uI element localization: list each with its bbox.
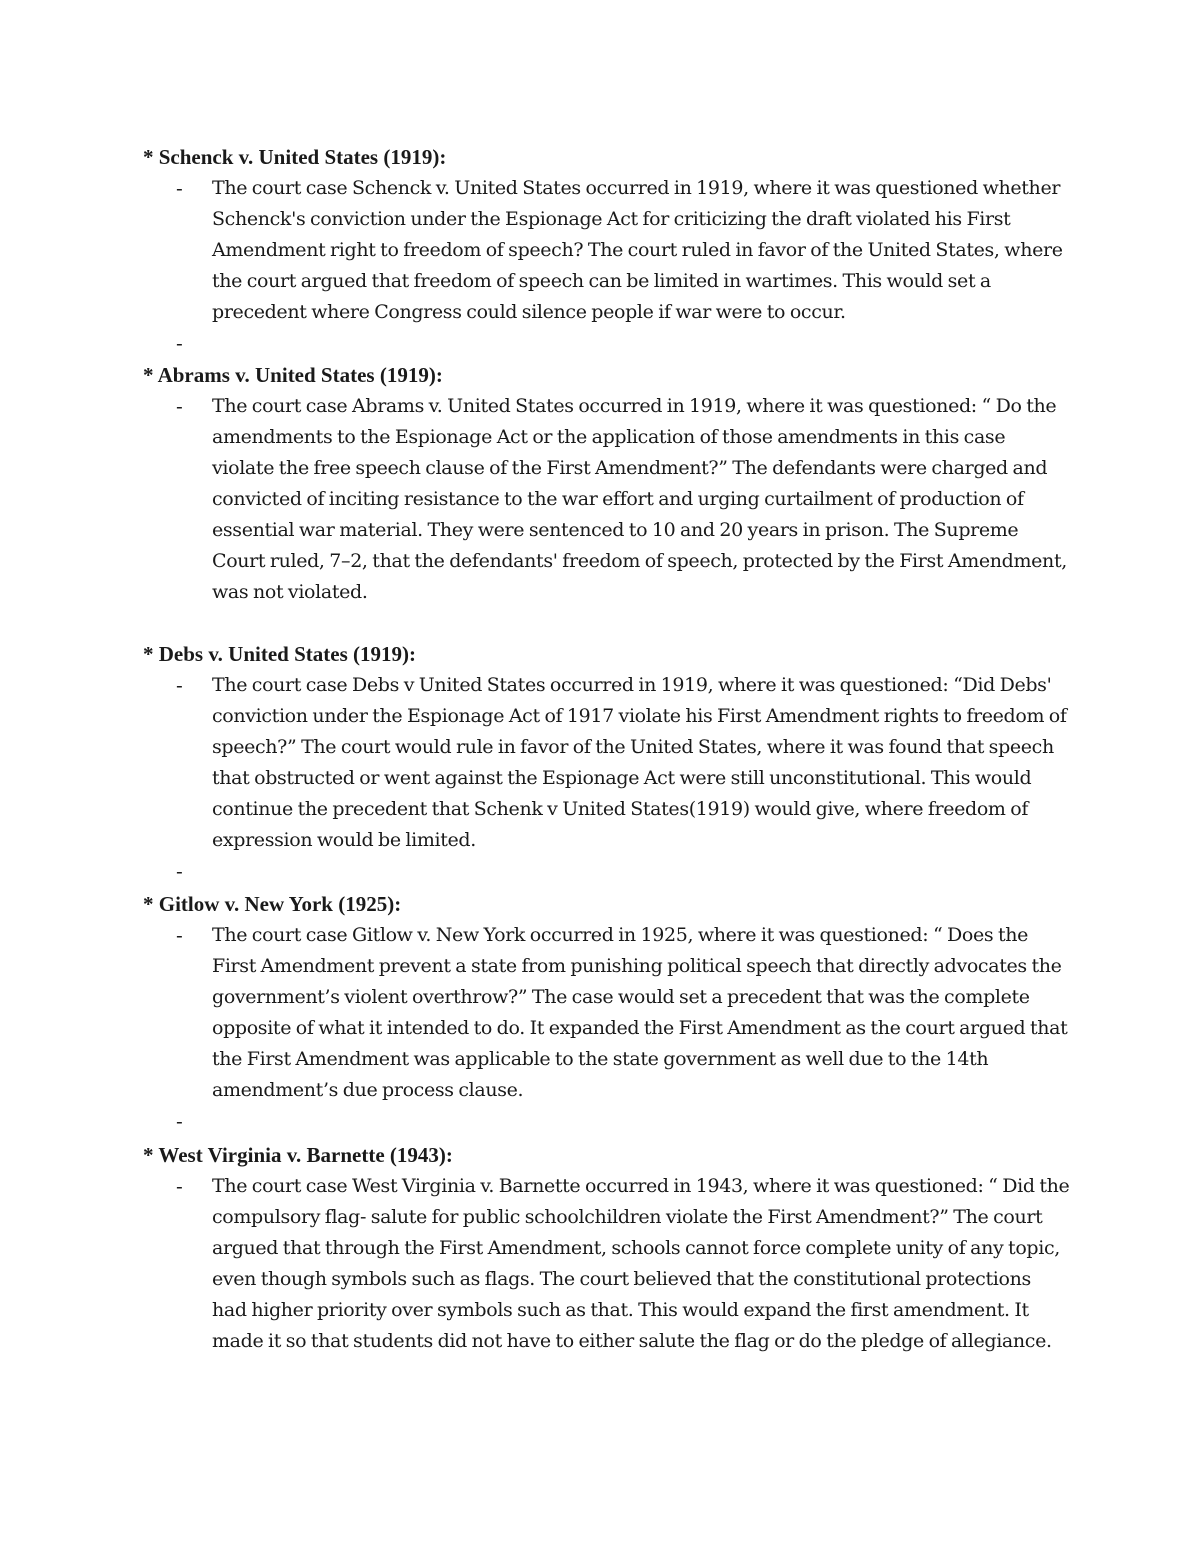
- bullet-dash: -: [176, 859, 183, 883]
- case-bullet: [143, 391, 1073, 608]
- case-heading: * Schenck v. United States (1919):: [143, 145, 447, 169]
- case-bullet: [143, 670, 1073, 856]
- bullet-dash: -: [176, 394, 183, 418]
- bullet-dash: -: [176, 673, 183, 697]
- case-abrams: [143, 360, 1073, 608]
- case-summary: The court case Schenck v. United States occurred in 1919, where it was questioned whether Schenck's conviction under the Espionage Act for criticizing the draft violated his First Amendment right to freedom of speech? The court ruled in favor of the United States, where the court argued that freedom of speech can be limited in wartimes. This would set a precedent where Congress could silence people if war were to occur.: [212, 177, 1063, 323]
- empty-bullet: [143, 856, 1073, 887]
- case-gitlow: [143, 889, 1073, 1137]
- bullet-dash: -: [176, 1174, 183, 1198]
- case-heading: * Abrams v. United States (1919):: [143, 363, 443, 387]
- case-summary: The court case Debs v United States occurred in 1919, where it was questioned: “Did Debs' conviction under the Espionage Act of 1917 violate his First Amendment rights to freedom of speech?” The court would rule in favor of the United States, where it was found that speech that obstructed or went against the Espionage Act were still unconstitutional. This would continue the precedent that Schenk v United States(1919) would give, where freedom of expression would be limited.: [212, 674, 1067, 851]
- bullet-dash: -: [176, 176, 183, 200]
- case-debs: [143, 639, 1073, 887]
- case-summary: The court case Abrams v. United States occurred in 1919, where it was questioned: “ Do the amendments to the Espionage Act or the application of those amendments in this case violate the free speech clause of the First Amendment?” The defendants were charged and convicted of inciting resistance to the war effort and urging curtailment of production of essential war material. They were sentenced to 10 and 20 years in prison. The Supreme Court ruled, 7–2, that the defendants' freedom of speech, protected by the First Amendment, was not violated.: [212, 395, 1067, 603]
- empty-bullet: [143, 1106, 1073, 1137]
- case-bullet: [143, 173, 1073, 328]
- bullet-dash: -: [176, 1109, 183, 1133]
- case-summary: The court case West Virginia v. Barnette occurred in 1943, where it was questioned: “ Did the compulsory flag- salute for public schoolchildren violate the First Amendment?” The court argued that through the First Amendment, schools cannot force complete unity of any topic, even though symbols such as flags. The court believed that the constitutional protections had higher priority over symbols such as that. This would expand the first amendment. It made it so that students did not have to either salute the flag or do the pledge of allegiance.: [212, 1175, 1070, 1352]
- case-heading: * Debs v. United States (1919):: [143, 642, 416, 666]
- bullet-dash: -: [176, 331, 183, 355]
- case-summary: The court case Gitlow v. New York occurred in 1925, where it was questioned: “ Does the First Amendment prevent a state from punishing political speech that directly advocates the government’s violent overthrow?” The case would set a precedent that was the complete opposite of what it intended to do. It expanded the First Amendment as the court argued that the First Amendment was applicable to the state government as well due to the 14th amendment’s due process clause.: [212, 924, 1068, 1101]
- case-west-virginia: [143, 1140, 1073, 1357]
- case-schenck: [143, 142, 1073, 359]
- empty-bullet: [143, 328, 1073, 359]
- bullet-dash: -: [176, 923, 183, 947]
- case-bullet: [143, 1171, 1073, 1357]
- case-heading: * West Virginia v. Barnette (1943):: [143, 1143, 453, 1167]
- case-heading: * Gitlow v. New York (1925):: [143, 892, 402, 916]
- case-bullet: [143, 920, 1073, 1106]
